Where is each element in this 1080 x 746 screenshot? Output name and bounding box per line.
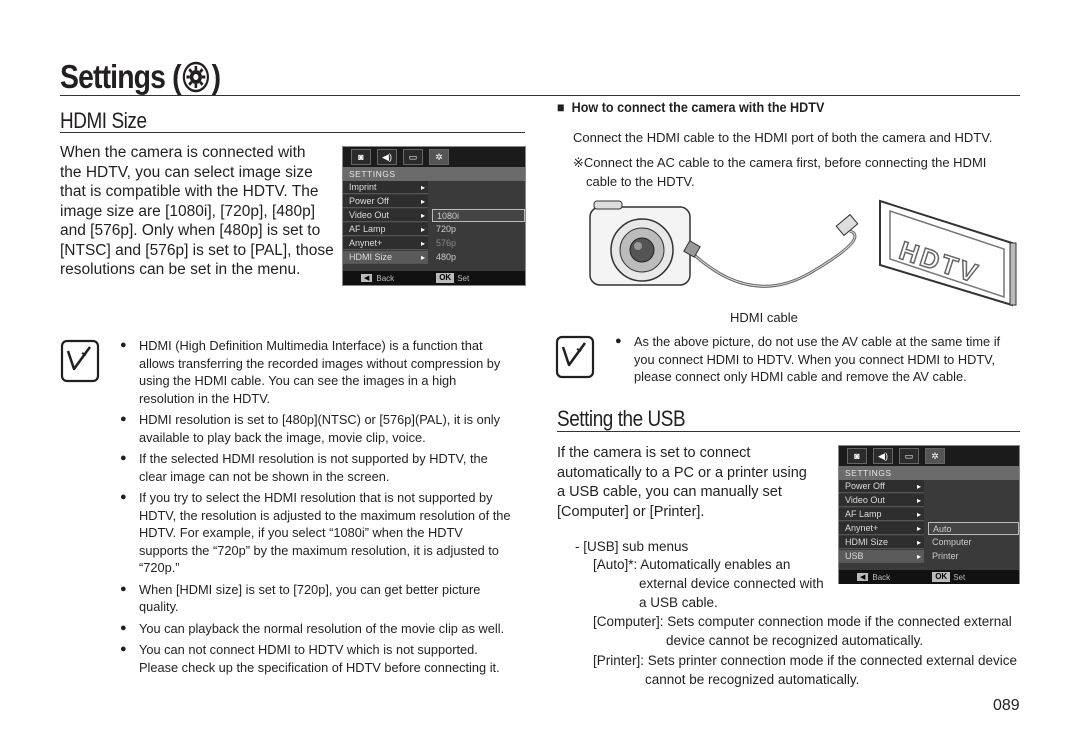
list-item: ● If the selected HDMI resolution is not supported by HDTV, the clear image can not be shown in the screen. — [120, 450, 515, 485]
display-icon: ▭ — [403, 149, 423, 165]
hdmi-section-title: HDMI Size — [60, 108, 147, 133]
menu-item: Imprint ▸ — [343, 181, 428, 194]
menu-set-label: Set — [953, 572, 966, 582]
menu-option: 720p — [436, 224, 457, 234]
speaker-icon: ◀) — [873, 448, 893, 464]
menu-footer — [839, 570, 1019, 584]
camera-icon — [590, 201, 690, 285]
menu-item-active: HDMI Size ▸ — [343, 251, 428, 264]
menu-option — [928, 508, 1019, 521]
menu-back-label: Back — [872, 572, 891, 582]
usb-section-rule — [557, 431, 1020, 432]
usb-intro-line: If the camera is set to connect — [557, 445, 751, 461]
page-number: 089 — [993, 697, 1020, 714]
connect-note-line: ※Connect the AC cable to the camera first, before connecting the HDMI — [573, 155, 987, 170]
hdmi-intro-line: and [576p]. Only when [480p] is set to — [60, 222, 321, 239]
menu-option: Printer — [932, 551, 959, 561]
list-item: ● HDMI resolution is set to [480p](NTSC) or [576p](PAL), it is only available to play back the image, movie clip, voice. — [120, 411, 515, 446]
usb-computer-desc: [Computer]: Sets computer connection mode if the connected external — [593, 614, 1012, 629]
camera-icon: ◙ — [351, 149, 371, 165]
usb-intro-line: a USB cable, you can manually set — [557, 484, 782, 500]
note-icon — [60, 339, 100, 383]
menu-item: Power Off ▸ — [839, 480, 924, 493]
menu-footer — [343, 271, 525, 285]
page-title-text: Settings ( — [60, 58, 181, 95]
hdmi-intro-line: resolutions can be set in the menu. — [60, 261, 301, 278]
menu-option — [432, 181, 525, 194]
ok-key-label: OK — [436, 273, 454, 283]
menu-tab-bar — [343, 147, 525, 167]
usb-auto-desc: [Auto]*: Automatically enables an — [593, 557, 791, 572]
usb-auto-desc: external device connected with — [639, 576, 824, 591]
ok-key-label: OK — [932, 572, 950, 582]
usb-section-title: Setting the USB — [557, 406, 686, 431]
usb-printer-desc: [Printer]: Sets printer connection mode if the connected external device — [593, 653, 1017, 668]
note-icon — [555, 335, 595, 379]
connect-note-line: cable to the HDTV. — [586, 174, 695, 189]
connect-heading-text: How to connect the camera with the HDTV — [571, 99, 825, 115]
menu-option-disabled: 576p — [436, 238, 457, 248]
hdmi-intro-line: [NTSC] and [576p] is set to [PAL], those — [60, 241, 334, 259]
title-divider — [60, 95, 1020, 96]
usb-intro — [557, 444, 832, 522]
square-bullet-icon: ■ — [557, 99, 572, 115]
usb-computer-desc: device cannot be recognized automatically. — [666, 633, 924, 648]
gear-icon: ✲ — [429, 149, 449, 165]
hdmi-notes-list — [120, 337, 515, 680]
camera-icon: ◙ — [847, 448, 867, 464]
menu-option: Computer — [932, 537, 972, 547]
menu-option — [928, 480, 1019, 493]
hdmi-intro-line: image size are [1080i], [720p], [480p] — [60, 202, 316, 220]
list-item: ● You can playback the normal resolution of the movie clip as well. — [120, 620, 515, 638]
hdmi-intro-line: the HDTV, you can select image size — [60, 163, 313, 181]
menu-set-label: Set — [457, 273, 470, 283]
menu-option — [928, 494, 1019, 507]
connect-notes-list — [615, 333, 1015, 390]
speaker-icon: ◀) — [377, 149, 397, 165]
menu-header: SETTINGS — [839, 466, 1019, 480]
hdmi-menu-screen — [342, 146, 526, 286]
menu-item: AF Lamp ▸ — [343, 223, 428, 236]
left-arrow-icon: ◀ — [361, 274, 372, 282]
menu-back-label: Back — [376, 273, 395, 283]
hdmi-section-rule — [60, 132, 525, 133]
menu-option-selected: Auto — [928, 522, 1019, 535]
menu-item: AF Lamp ▸ — [839, 508, 924, 521]
page-title-close: ) — [211, 58, 221, 95]
menu-item: HDMI Size ▸ — [839, 536, 924, 549]
menu-item: Anynet+ ▸ — [343, 237, 428, 250]
list-item: ● If you try to select the HDMI resolution that is not supported by HDTV, the resolution is adjusted to the maximum resolution of the HDTV. For example, if you select “1080i” when the HDTV supports the “720p” by the maximum resolution, it is adjusted to “720p.” — [120, 489, 515, 577]
menu-header: SETTINGS — [343, 167, 525, 181]
menu-tab-bar — [839, 446, 1019, 466]
menu-option: 480p — [436, 252, 457, 262]
gear-icon: ✲ — [925, 448, 945, 464]
hdmi-intro-line: that is compatible with the HDTV. The — [60, 183, 319, 200]
usb-intro-line: [Computer] or [Printer]. — [557, 503, 705, 520]
list-item: ● HDMI (High Definition Multimedia Interface) is a function that allows transferring the recorded images without compression by using the HDMI cable. You can see the images in a high resolution in the HDTV. — [120, 337, 515, 407]
menu-item: Power Off ▸ — [343, 195, 428, 208]
left-arrow-icon: ◀ — [857, 573, 868, 581]
menu-item-active: USB ▸ — [839, 550, 924, 563]
menu-option-selected: 1080i — [432, 209, 525, 222]
hdmi-cable-label: HDMI cable — [730, 310, 798, 325]
hdtv-label: HDTV — [895, 235, 984, 290]
hdmi-intro-line: When the camera is connected with — [60, 144, 306, 161]
connect-heading — [557, 99, 824, 115]
usb-menu-screen — [838, 445, 1020, 584]
usb-auto-desc: a USB cable. — [639, 595, 718, 610]
menu-item: Video Out ▸ — [343, 209, 428, 222]
usb-printer-desc: cannot be recognized automatically. — [645, 672, 860, 687]
usb-intro-line: automatically to a PC or a printer using — [557, 464, 807, 481]
list-item: ● You can not connect HDMI to HDTV which is not supported. Please check up the specification of HDTV before connecting it. — [120, 641, 515, 676]
usb-submenu-label: - [USB] sub menus — [575, 539, 689, 554]
hdmi-intro — [60, 143, 340, 280]
list-item: ● As the above picture, do not use the AV cable at the same time if you connect HDMI to HDTV. When you connect HDMI to HDTV, please connect only HDMI cable and remove the AV cable. — [615, 333, 1015, 386]
menu-option — [432, 195, 525, 208]
menu-item: Video Out ▸ — [839, 494, 924, 507]
display-icon: ▭ — [899, 448, 919, 464]
page-title — [60, 58, 220, 96]
list-item: ● When [HDMI size] is set to [720p], you can get better picture quality. — [120, 581, 515, 616]
gear-icon — [182, 60, 211, 94]
connect-text: Connect the HDMI cable to the HDMI port of both the camera and HDTV. — [573, 130, 993, 145]
menu-item: Anynet+ ▸ — [839, 522, 924, 535]
